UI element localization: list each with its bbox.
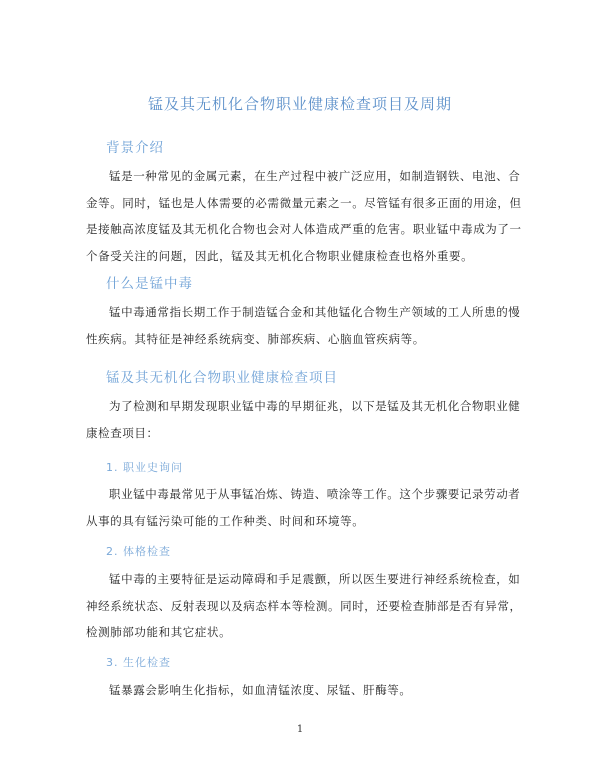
paragraph-line: 康检查项目：	[86, 425, 159, 440]
heading-background: 背景介绍	[106, 140, 164, 156]
paragraph-item-1	[86, 481, 521, 534]
paragraph-line: 检测肺部功能和其它症状。	[86, 625, 232, 639]
paragraph-item-3	[86, 677, 516, 704]
paragraph-line: 性疾病。其特征是神经系统病变、肺部疾病、心脑血管疾病等。	[86, 331, 425, 346]
paragraph-line: 锰暴露会影响生化指标，如血清锰浓度、尿锰、肝酶等。	[109, 683, 412, 697]
paragraph-item-2	[86, 566, 522, 646]
paragraph-line: 职业锰中毒最常见于从事锰冶炼、铸造、喷涂等工作。这个步骤要记录劳动者	[109, 487, 521, 501]
heading-what-is: 什么是锰中毒	[106, 276, 193, 292]
paragraph-line: 为了检测和早期发现职业锰中毒的早期征兆，以下是锰及其无机化合物职业健	[109, 399, 521, 413]
heading-items: 锰及其无机化合物职业健康检查项目	[106, 370, 338, 386]
paragraph-line: 个备受关注的问题，因此，锰及其无机化合物职业健康检查也格外重要。	[86, 248, 474, 263]
paragraph-what-is	[86, 299, 521, 352]
heading-item-1: 1. 职业史询问	[106, 461, 183, 474]
paragraph-background	[86, 163, 522, 269]
paragraph-line: 是接触高浓度锰及其无机化合物也会对人体造成严重的危害。职业锰中毒成为了一	[86, 222, 522, 236]
paragraph-line: 金等。同时，锰也是人体需要的必需微量元素之一。尽管锰有很多正面的用途，但	[86, 195, 522, 210]
document-title: 锰及其无机化合物职业健康检查项目及周期	[147, 95, 452, 113]
page-number: 1	[296, 724, 304, 735]
paragraph-items	[86, 393, 521, 446]
paragraph-line: 锰中毒的主要特征是运动障碍和手足震颤，所以医生要进行神经系统检查，如	[109, 572, 521, 586]
paragraph-line: 从事的具有锰污染可能的工作种类、时间和环境等。	[86, 513, 365, 528]
heading-item-2: 2. 体格检查	[106, 545, 171, 558]
paragraph-line: 锰是一种常见的金属元素，在生产过程中被广泛应用，如制造钢铁、电池、合	[109, 169, 521, 183]
paragraph-line: 锰中毒通常指长期工作于制造锰合金和其他锰化合物生产领域的工人所患的慢	[109, 305, 521, 319]
paragraph-line: 神经系统状态、反射表现以及病态样本等检测。同时，还要检查肺部是否有异常，	[86, 598, 522, 613]
heading-item-3: 3. 生化检查	[106, 656, 171, 669]
